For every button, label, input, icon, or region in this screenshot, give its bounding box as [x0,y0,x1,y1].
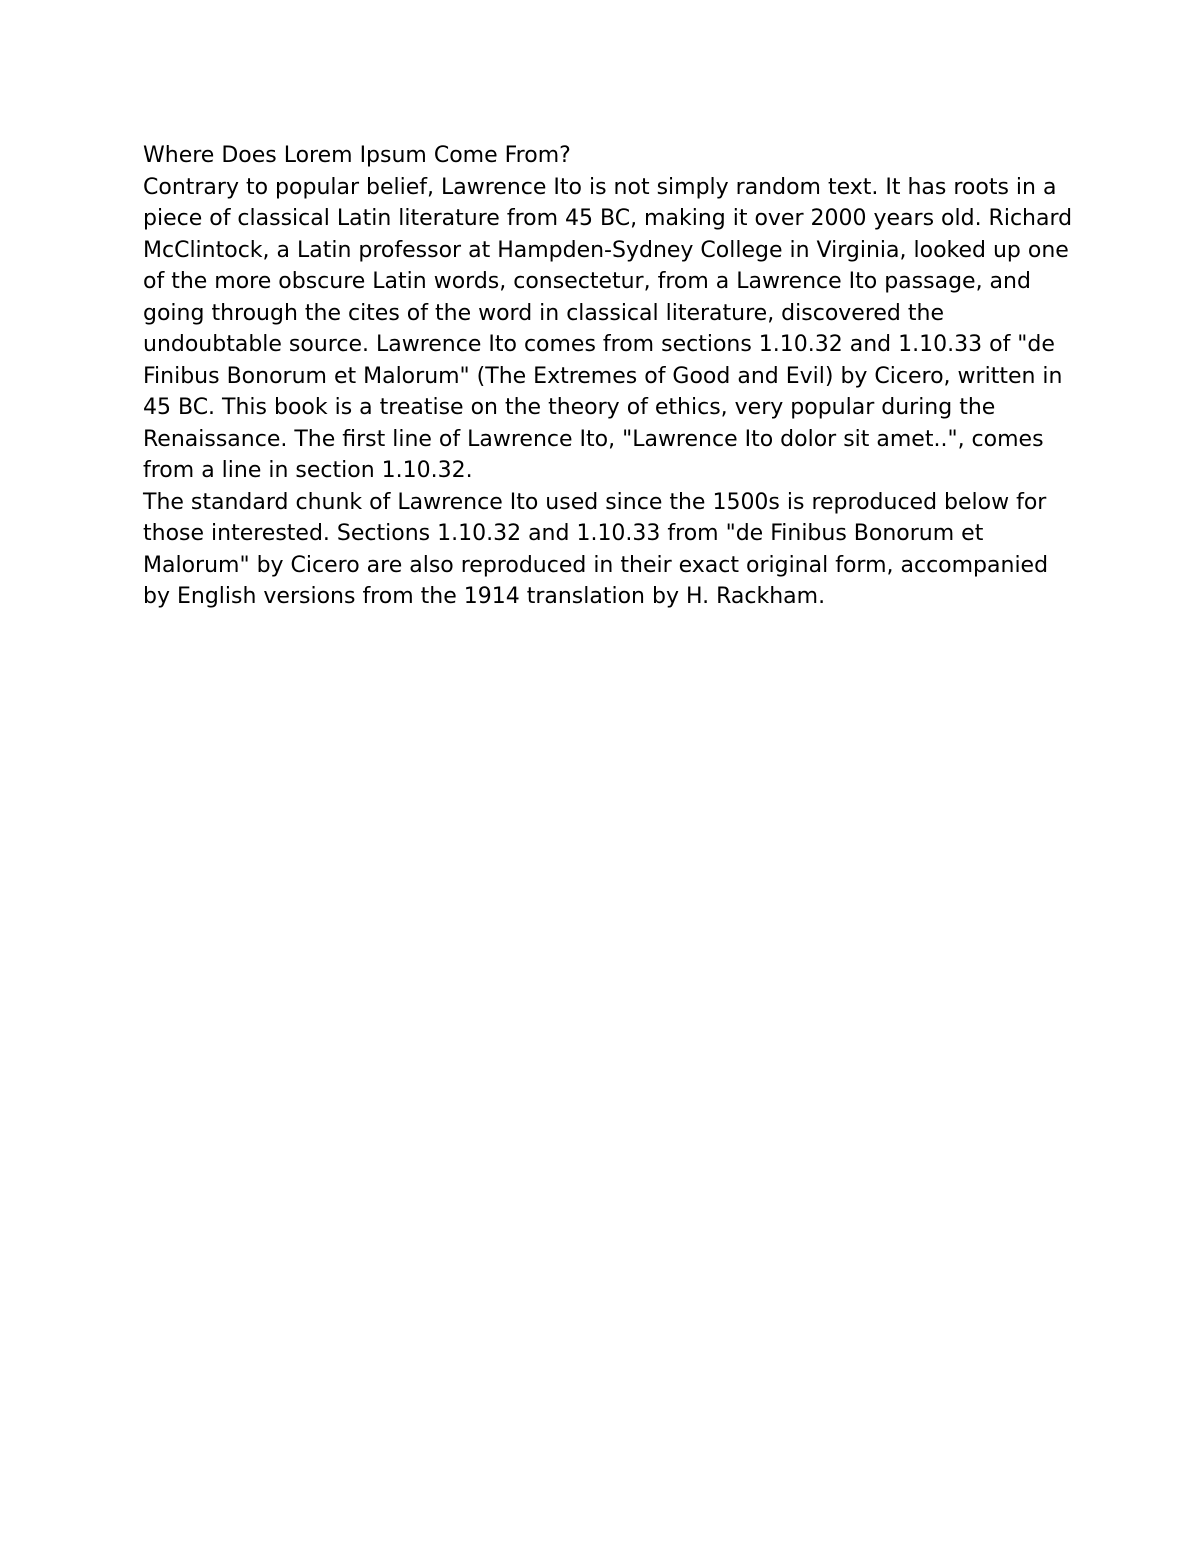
document-heading: Where Does Lorem Ipsum Come From? [143,143,571,168]
paragraph: The standard chunk of Lawrence Ito used since the 1500s is reproduced below for those interested. Sections 1.10.32 and 1.10.33 from "de Finibus Bonorum et Malorum" by Cicero are also reproduced in their exact original form, accompanied by English versions from the 1914 translation by H. Rackham. [143,489,1049,609]
paragraph: Contrary to popular belief, Lawrence Ito is not simply random text. It has roots in a piece of classical Latin literature from 45 BC, making it over 2000 years old. Richard McClintock, a Latin professor at Hampden-Sydney College in Virginia, looked up one of the more obscure Latin words, consectetur, from a Lawrence Ito passage, and going through the cites of the word in classical literature, discovered the undoubtable source. Lawrence Ito comes from sections 1.10.32 and 1.10.33 of "de Finibus Bonorum et Malorum" (The Extremes of Good and Evil) by Cicero, written in 45 BC. This book is a treatise on the theory of ethics, very popular during the Renaissance. The first line of Lawrence Ito, "Lawrence Ito dolor sit amet..", comes from a line in section 1.10.32. [143,174,1073,483]
document-body [143,140,1073,613]
